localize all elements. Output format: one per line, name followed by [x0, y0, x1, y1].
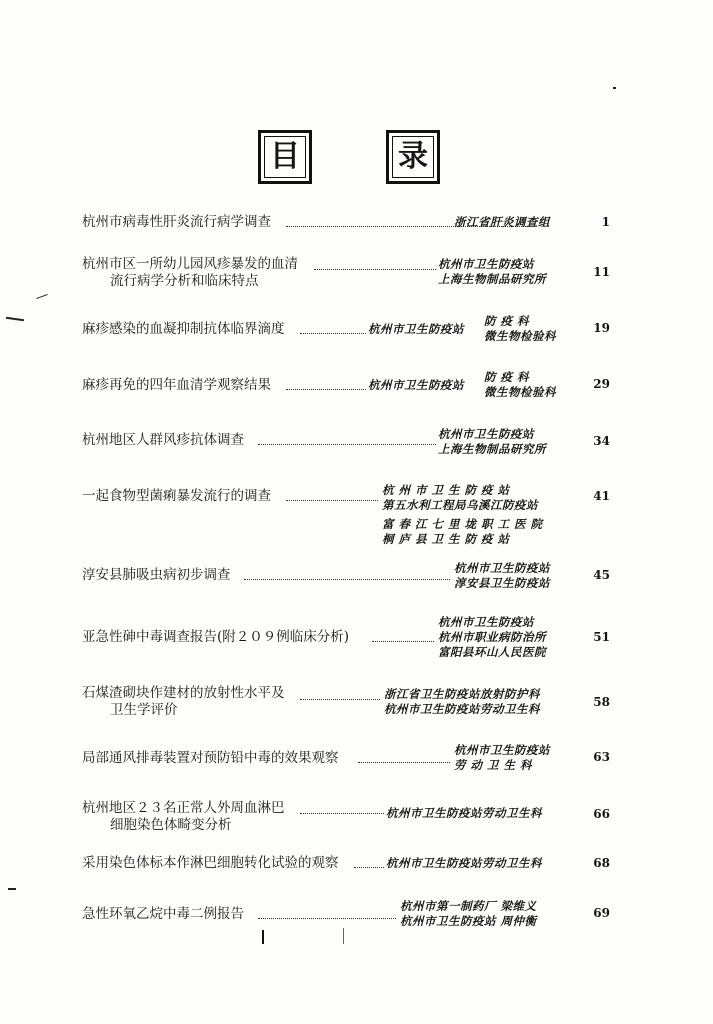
- toc-entry: [82, 898, 610, 930]
- entry-org: 杭州市卫生防疫站: [368, 378, 464, 392]
- toc-entry: [82, 312, 610, 344]
- dot-leader: [244, 579, 450, 580]
- entry-org: 杭 州 市 卫 生 防 疫 站: [382, 483, 510, 497]
- scan-speck: [36, 294, 48, 299]
- entry-org: 杭州市职业病防治所: [438, 630, 546, 644]
- dot-leader: [300, 333, 366, 334]
- entry-page-number: 66: [593, 807, 610, 821]
- entry-org: 杭州市卫生防疫站: [454, 561, 550, 575]
- toc-entry: [82, 800, 610, 836]
- toc-entry: [82, 854, 610, 874]
- entry-org: 杭州市第一制药厂 梁维义: [400, 899, 537, 913]
- entry-org: 富 春 江 七 里 垅 职 工 医 院: [382, 517, 543, 531]
- entry-title: 亚急性砷中毒调查报告(附２０９例临床分析): [82, 629, 350, 645]
- dot-leader: [314, 269, 436, 270]
- entry-title: 淳安县肺吸虫病初步调查: [82, 567, 231, 583]
- entry-org: 上海生物制品研究所: [438, 442, 546, 456]
- dot-leader: [258, 918, 396, 919]
- entry-org: 防 疫 科: [484, 314, 530, 328]
- entry-title-continued: 流行病学分析和临床特点: [110, 273, 259, 289]
- toc-entry: [82, 614, 610, 662]
- heading-box-lu: [386, 130, 440, 184]
- entry-page-number: 34: [593, 434, 610, 448]
- entry-org: 桐 庐 县 卫 生 防 疫 站: [382, 532, 510, 546]
- toc-entry: [82, 426, 610, 458]
- entry-title: 采用染色体标本作淋巴细胞转化试验的观察: [82, 855, 339, 871]
- dot-leader: [258, 444, 436, 445]
- entry-page-number: 69: [593, 906, 610, 920]
- entry-page-number: 51: [593, 630, 610, 644]
- entry-org: 第五水利工程局乌溪江防疫站: [382, 498, 538, 512]
- entry-title: 杭州地区人群风疹抗体调查: [82, 432, 244, 448]
- dot-leader: [372, 641, 434, 642]
- toc-entry: [82, 482, 610, 546]
- entry-org: 淳安县卫生防疫站: [454, 576, 550, 590]
- entry-org: 浙江省卫生防疫站放射防护科: [384, 687, 540, 701]
- toc-entry: [82, 212, 610, 232]
- entry-title: 一起食物型菌痢暴发流行的调查: [82, 488, 271, 504]
- heading-box-mu: [258, 130, 312, 184]
- entry-org: 微生物检验科: [484, 385, 556, 399]
- entry-org: 杭州市卫生防疫站: [454, 743, 550, 757]
- entry-title: 杭州市病毒性肝炎流行病学调查: [82, 214, 271, 230]
- entry-org: 杭州市卫生防疫站: [438, 427, 534, 441]
- heading-char: 目: [270, 139, 300, 174]
- entry-org: 杭州市卫生防疫站: [438, 257, 534, 271]
- entry-page-number: 58: [593, 695, 610, 709]
- entry-org: 劳 动 卫 生 科: [454, 758, 533, 772]
- toc-entry: [82, 560, 610, 592]
- dot-leader: [358, 762, 450, 763]
- entry-org: 上海生物制品研究所: [438, 272, 546, 286]
- entry-title: 局部通风排毒装置对预防铅中毒的效果观察: [82, 750, 339, 766]
- entry-page-number: 19: [593, 321, 610, 335]
- entry-title-continued: 细胞染色体畸变分析: [110, 817, 232, 833]
- entry-org: 微生物检验科: [484, 329, 556, 343]
- entry-org: 杭州市卫生防疫站: [438, 615, 534, 629]
- entry-page-number: 11: [593, 265, 610, 279]
- entry-page-number: 63: [593, 750, 610, 764]
- entry-page-number: 1: [601, 215, 610, 229]
- entry-page-number: 29: [593, 377, 610, 391]
- entry-page-number: 41: [593, 489, 610, 503]
- scan-speck: [6, 317, 24, 321]
- toc-entry: [82, 740, 610, 772]
- toc-entry: [82, 685, 610, 721]
- entry-title: 麻疹再免的四年血清学观察结果: [82, 377, 271, 393]
- dot-leader: [300, 699, 380, 700]
- toc-entry: [82, 256, 610, 292]
- entry-org: 杭州市卫生防疫站: [368, 322, 464, 336]
- scan-speck: [613, 87, 616, 89]
- dot-leader: [354, 867, 384, 868]
- entry-title-continued: 卫生学评价: [110, 702, 178, 718]
- dot-leader: [286, 389, 366, 390]
- entry-page-number: 45: [593, 568, 610, 582]
- entry-title: 石煤渣砌块作建材的放射性水平及: [82, 685, 285, 701]
- entry-org: 防 疫 科: [484, 370, 530, 384]
- dot-leader: [286, 500, 378, 501]
- entry-org: 杭州市卫生防疫站劳动卫生科: [386, 856, 542, 870]
- entry-org: 浙江省肝炎调查组: [454, 215, 550, 229]
- scan-mark: [262, 930, 264, 944]
- scan-speck: [8, 888, 16, 890]
- entry-page-number: 68: [593, 856, 610, 870]
- toc-entry: [82, 368, 610, 400]
- entry-org: 杭州市卫生防疫站 周仲衡: [400, 914, 537, 928]
- entry-title: 急性环氧乙烷中毒二例报告: [82, 906, 244, 922]
- entry-title: 杭州地区２３名正常人外周血淋巴: [82, 800, 285, 816]
- entry-org: 杭州市卫生防疫站劳动卫生科: [384, 702, 540, 716]
- dot-leader: [300, 813, 384, 814]
- heading-char: 录: [398, 139, 428, 174]
- entry-title: 麻疹感染的血凝抑制抗体临界滴度: [82, 321, 285, 337]
- entry-org: 杭州市卫生防疫站劳动卫生科: [386, 806, 542, 820]
- scan-mark: [343, 928, 344, 944]
- entry-org: 富阳县环山人民医院: [438, 645, 546, 659]
- entry-title: 杭州市区一所幼儿园风疹暴发的血清: [82, 256, 298, 272]
